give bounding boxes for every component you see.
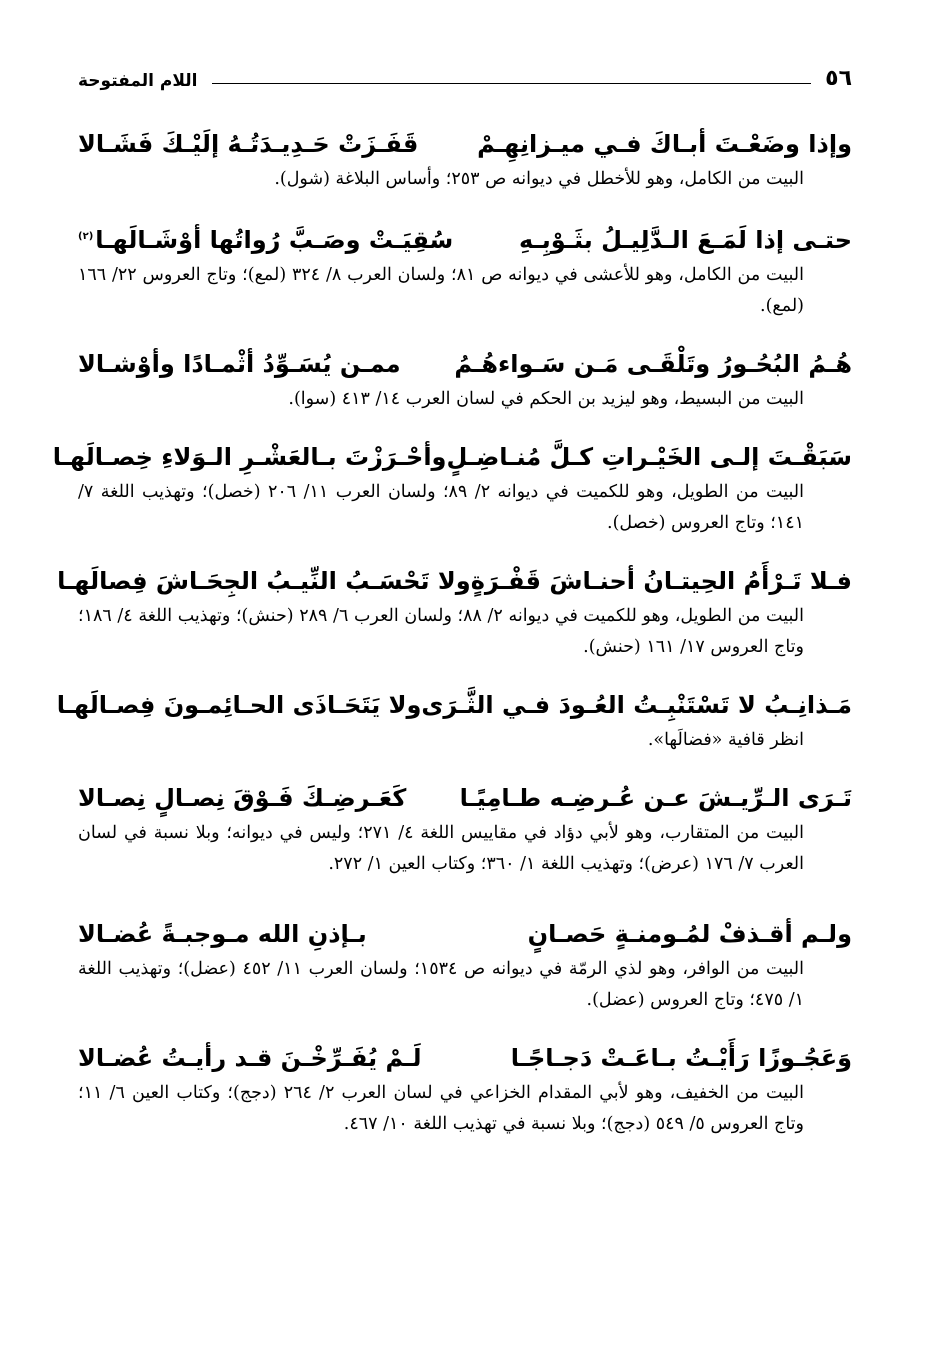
verse-first-hemistich: ولـم أقـذفْ لمُـومنـةٍ حَصـانٍ [527, 920, 852, 948]
verse-entry [52, 437, 852, 539]
verse-line [78, 914, 852, 954]
verse-line [78, 124, 852, 164]
verse-first-hemistich: حتـى إذا لَمَـعَ الـدَّلِيـلُ بثَـوْبِـهِ [518, 226, 852, 254]
verse-commentary: البيت من الطويل، وهو للكميت في ديوانه ٢/ ٨٨؛ ولسان العرب ٦/ ٢٨٩ (حنش)؛ وتهذيب اللغة ٤/ ١٨٦؛ وتاج العروس ١٧/ ١٦١ (حنش). [78, 606, 804, 657]
verse-entry [57, 561, 852, 663]
verse-commentary: البيت من البسيط، وهو ليزيد بن الحكم في لسان العرب ١٤/ ٤١٣ (سوا). [288, 389, 804, 409]
verse-first-hemistich: تَـرَى الـرِّيـشَ عـن عُـرضِـه طـامِيًـا [459, 784, 852, 812]
verse-commentary: البيت من المتقارب، وهو لأبي دؤاد في مقاييس اللغة ٤/ ٢٧١؛ وليس في ديوانه؛ وبلا نسبة في لسان العرب ٧/ ١٧٦ (عرض)؛ وتهذيب اللغة ١/ ٣٦٠؛ وكتاب العين ١/ ٢٧٢. [78, 823, 804, 874]
verse-second-hemistich: ممـن يُسَـوِّدُ أثْمـادًا وأوْشـالا [78, 350, 401, 378]
verse-second-hemistich-wrap [78, 217, 453, 260]
verse-commentary: البيت من الكامل، وهو للأخطل في ديوانه ص ٢٥٣؛ وأساس البلاغة (شول). [274, 169, 804, 189]
verse-first-hemistich: وَعَجُـوزًا رَأَيْـتُ بـاعَـتْ دَجـاجًـا [510, 1044, 852, 1072]
verse-commentary: البيت من الطويل، وهو للكميت في ديوانه ٢/ ٨٩؛ ولسان العرب ١١/ ٢٠٦ (خصل)؛ وتهذيب اللغة ٧/ ١٤١؛ وتاج العروس (خصل). [78, 482, 804, 533]
verse-second-hemistich: سُقِيَـتْ وصَـبَّ رُواتُها أوْشَـالَهـا [95, 226, 454, 254]
page-header [78, 60, 852, 90]
verse-entry [78, 217, 852, 322]
verse-second-hemistich: قَفَـزَتْ حَـدِيـدَتُـهُ إلَيْـكَ فَشَـالا [78, 130, 419, 158]
verse-commentary: انظر قافية «فضالَها». [647, 730, 804, 750]
verse-entry [56, 685, 852, 756]
verse-line [57, 561, 852, 601]
verse-line [52, 437, 852, 477]
verse-entry [78, 914, 852, 1016]
verse-commentary: البيت من الوافر، وهو لذي الرمّة في ديوانه ص ١٥٣٤؛ ولسان العرب ١١/ ٤٥٢ (عضل)؛ وتهذيب اللغة ١/ ٤٧٥؛ وتاج العروس (عضل). [78, 959, 804, 1010]
footnote-marker: (٢) [78, 231, 94, 242]
verse-first-hemistich: مَـذانِـبُ لا تَسْتَنْبِـتُ العُـودَ فـي الثَّـرَى [421, 691, 852, 719]
verse-first-hemistich: هُـمُ البُحُـورُ وتَلْقَـى مَـن سَـواءهُـمُ [454, 350, 852, 378]
verse-line [78, 217, 852, 260]
verse-second-hemistich: ولا يَتَحَـاذَى الحـائِمـونَ فِصـالَهـا [56, 691, 422, 719]
verse-second-hemistich: بـإذنِ الله مـوجبـةً عُضـالا [78, 920, 367, 948]
verse-second-hemistich: لَـمْ يُفَـرِّخْـنَ قـد رأيـتُ عُضـالا [78, 1044, 422, 1072]
verse-commentary: البيت من الكامل، وهو للأعشى في ديوانه ص ٨١؛ ولسان العرب ٨/ ٣٢٤ (لمع)؛ وتاج العروس ٢٢/ ١٦٦ (لمع). [78, 265, 804, 316]
verse-first-hemistich: سَبَقْـتَ إلـى الخَيْـراتِ كـلَّ مُنـاضِـلٍ [446, 443, 852, 471]
verse-line [78, 778, 852, 818]
verse-second-hemistich: كَعَـرضِـكَ فَـوْقَ نِصـالٍ نِصـالا [78, 784, 407, 812]
verse-first-hemistich: فـلا تَـرْأَمُ الحِيتـانُ أحنـاشَ قَفْـرَةٍ [470, 567, 852, 595]
verse-line [78, 1038, 852, 1078]
verse-entry [78, 344, 852, 415]
verse-line [78, 344, 852, 384]
running-title: اللام المفتوحة [78, 71, 198, 91]
verse-entry [78, 778, 852, 880]
header-rule [212, 83, 812, 84]
verse-second-hemistich: وأحْـرَزْتَ بـالعَشْـرِ الـوَلاءِ خِصـالَهـا [52, 443, 447, 471]
verse-entry [78, 1038, 852, 1140]
verse-entry [78, 124, 852, 195]
page-number: ٥٦ [825, 66, 852, 91]
verse-first-hemistich: وإذا وضَعْـتَ أبـاكَ فـي ميـزانِهِـمْ [477, 130, 852, 158]
verse-line [56, 685, 852, 725]
verse-second-hemistich: ولا تَحْسَـبُ النِّيـبُ الجِحَـاشَ فِصالَهـا [57, 567, 471, 595]
verse-commentary: البيت من الخفيف، وهو لأبي المقدام الخزاعي في لسان العرب ٢/ ٢٦٤ (دجج)؛ وكتاب العين ٦/ ١١؛ وتاج العروس ٥/ ٥٤٩ (دجج)؛ وبلا نسبة في تهذيب اللغة ١٠/ ٤٦٧. [78, 1083, 804, 1134]
